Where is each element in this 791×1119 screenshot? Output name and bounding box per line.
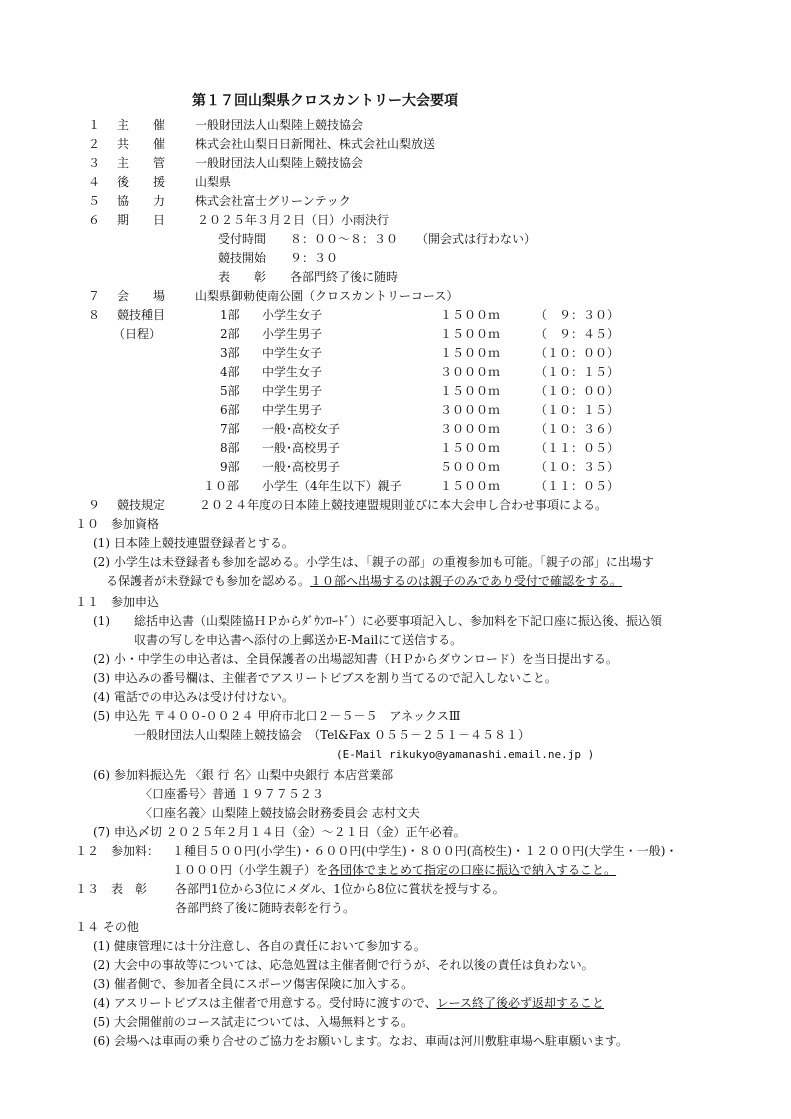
section-9-num: ９ bbox=[88, 498, 101, 512]
event-distance: １５００ｍ bbox=[440, 384, 501, 398]
event-division: 6部 bbox=[220, 403, 240, 417]
s14-item-2: (2) 大会中の事故等については、応急処置は主催者側で行うが、それ以後の責任は負わない。 bbox=[93, 958, 594, 972]
s11-item-3: (3) 申込みの番号欄は、主催者でアスリートビブスを割り当てるので記入しないこと。 bbox=[93, 671, 557, 685]
event-category: 中学生女子 bbox=[262, 365, 323, 379]
section-5-label: 協 力 bbox=[117, 194, 166, 208]
section-1-label: 主 催 bbox=[117, 118, 166, 132]
event-category: 中学生女子 bbox=[262, 346, 323, 360]
award-time: 表 彰 各部門終了後に随時 bbox=[218, 270, 399, 284]
event-category: 一般･高校男子 bbox=[262, 441, 341, 455]
s11-item-7: (7) 申込〆切 ２０２５年２月１４日（金）～２１日（金）正午必着。 bbox=[93, 825, 466, 839]
event-division: 5部 bbox=[220, 384, 240, 398]
s11-item-2: (2) 小・中学生の申込者は、全員保護者の出場認知書（ＨＰからダウンロード）を当日提出する。 bbox=[93, 652, 618, 666]
section-4-label: 後 援 bbox=[117, 175, 166, 189]
section-14-heading: １４ その他 bbox=[75, 920, 139, 934]
section-12-heading: １２ 参加料： bbox=[75, 844, 160, 858]
section-7-label: 会 場 bbox=[117, 289, 166, 303]
section-4-num: ４ bbox=[88, 175, 101, 189]
s11-item-4: (4) 電話での申込みは受け付けない。 bbox=[93, 690, 294, 704]
section-3-label: 主 管 bbox=[117, 156, 166, 170]
section-9-label: 競技規定 bbox=[117, 498, 166, 512]
event-category: 一般･高校女子 bbox=[262, 422, 341, 436]
event-time: （１０：３５） bbox=[535, 460, 620, 474]
event-category: 小学生男子 bbox=[262, 327, 323, 341]
event-time: （１０：３６） bbox=[535, 422, 620, 436]
s12-fees: １種目５００円(小学生)・６００円(中学生)・８００円(高校生)・１２００円(大学生・一般)・ bbox=[172, 844, 678, 858]
section-8-num: ８ bbox=[88, 308, 101, 322]
event-category: 小学生（4年生以下）親子 bbox=[262, 479, 402, 493]
event-distance: ３０００ｍ bbox=[440, 403, 501, 417]
section-3-text: 一般財団法人山梨陸上競技協会 bbox=[195, 156, 364, 170]
section-10-heading: １０ 参加資格 bbox=[75, 517, 160, 531]
s11-item-1a: (1) 総括申込書（山梨陸協ＨＰからﾀﾞｳﾝﾛｰﾄﾞ）に必要事項記入し、参加料を下記口座に振込後、振込領 bbox=[93, 614, 663, 628]
event-distance: １５００ｍ bbox=[440, 327, 501, 341]
s14-item-6: (6) 会場へは車両の乗り合せのご協力をお願いします。なお、車両は河川敷駐車場へ駐車願います。 bbox=[93, 1034, 628, 1048]
event-category: 中学生男子 bbox=[262, 403, 323, 417]
section-7-num: ７ bbox=[88, 289, 101, 303]
section-4-text: 山梨県 bbox=[195, 175, 232, 189]
s12-fees-b: １０００円（小学生親子）を各団体でまとめて指定の口座に振込で納入すること。 bbox=[172, 863, 617, 877]
s14-return-note: レース終了後必ず返却すること bbox=[436, 996, 605, 1010]
section-2-text: 株式会社山梨日日新聞社、株式会社山梨放送 bbox=[195, 137, 436, 151]
s14-item-5: (5) 大会開催前のコース試走については、入場無料とする。 bbox=[93, 1015, 413, 1029]
section-6-label: 期 日 bbox=[117, 213, 166, 227]
section-3-num: ３ bbox=[88, 156, 101, 170]
s10-item-1: (1) 日本陸上競技連盟登録者とする。 bbox=[93, 536, 294, 550]
event-time: （１０：００） bbox=[535, 384, 620, 398]
start-time: 競技開始 ９：３０ bbox=[218, 251, 339, 265]
event-category: 一般･高校男子 bbox=[262, 460, 341, 474]
s11-item-5a: (5) 申込先 〒４００-００２４ 甲府市北口２－５－５ アネックスⅢ bbox=[93, 709, 461, 723]
section-8-label: 競技種目 bbox=[117, 308, 166, 322]
section-11-heading: １１ 参加申込 bbox=[75, 595, 160, 609]
s14-item-3: (3) 催者側で、参加者全員にスポーツ傷害保険に加入する。 bbox=[93, 977, 414, 991]
event-category: 中学生男子 bbox=[262, 384, 323, 398]
event-division: 4部 bbox=[220, 365, 240, 379]
event-division: 7部 bbox=[220, 422, 240, 436]
s11-item-5b: 一般財団法人山梨陸上競技協会 （Tel&Fax ０５５－２５１－４５８１） bbox=[134, 728, 530, 742]
section-5-num: ５ bbox=[88, 194, 101, 208]
s11-item-1b: 収書の写しを申込書へ添付の上郵送かE-Mailにて送信する。 bbox=[134, 633, 463, 647]
event-distance: ３０００ｍ bbox=[440, 422, 501, 436]
section-6-text: ２０２５年３月２日（日）小雨決行 bbox=[197, 213, 390, 227]
event-division: 9部 bbox=[220, 460, 240, 474]
s14-item-1: (1) 健康管理には十分注意し、各自の責任において参加する。 bbox=[93, 939, 426, 953]
event-time: （１０：１５） bbox=[535, 365, 620, 379]
s10-item-2b: る保護者が未登録でも参加を認める。１０部へ出場するのは親子のみであり受付で確認をする。 bbox=[106, 574, 623, 588]
s13-text-b: 各部門終了後に随時表彰を行う。 bbox=[175, 901, 356, 915]
event-division: 8部 bbox=[220, 441, 240, 455]
section-1-text: 一般財団法人山梨陸上競技協会 bbox=[195, 118, 364, 132]
event-distance: １５００ｍ bbox=[440, 479, 501, 493]
event-division: 1部 bbox=[220, 308, 240, 322]
event-division: 2部 bbox=[220, 327, 240, 341]
event-time: （ ９：３０） bbox=[535, 308, 620, 322]
section-7-text: 山梨県御勅使南公園（クロスカントリーコース） bbox=[195, 289, 459, 303]
page-title: 第１７回山梨県クロスカントリー大会要項 bbox=[192, 93, 458, 109]
event-time: （１１：０５） bbox=[535, 479, 620, 493]
s10-item-2c: １０部へ出場するのは親子のみであり受付で確認をする。 bbox=[310, 574, 623, 588]
event-distance: １５００ｍ bbox=[440, 346, 501, 360]
event-time: （１０：１５） bbox=[535, 403, 620, 417]
section-2-label: 共 催 bbox=[117, 137, 166, 151]
s14-item-4: (4) アスリートビブスは主催者で用意する。受付時に渡すので、レース終了後必ず返却すること bbox=[93, 996, 605, 1010]
event-distance: ３０００ｍ bbox=[440, 365, 501, 379]
s12-payment-note: 各団体でまとめて指定の口座に振込で納入すること。 bbox=[328, 863, 617, 877]
event-distance: １５００ｍ bbox=[440, 308, 501, 322]
event-distance: ５０００ｍ bbox=[440, 460, 501, 474]
reception-time: 受付時間 ８：００～８：３０ （開会式は行わない） bbox=[218, 232, 537, 246]
section-5-text: 株式会社富士グリーンテック bbox=[195, 194, 351, 208]
s10-item-2a: (2) 小学生は未登録者も参加を認める。小学生は、「親子の部」の重複参加も可能。「親子の部」に出場す bbox=[93, 555, 654, 569]
event-time: （１１：０５） bbox=[535, 441, 620, 455]
event-division: １０部 bbox=[203, 479, 240, 493]
section-8-sub: （日程） bbox=[113, 327, 162, 341]
section-6-num: ６ bbox=[88, 213, 101, 227]
section-1-num: １ bbox=[88, 118, 101, 132]
event-time: （１０：００） bbox=[535, 346, 620, 360]
s11-item-6a: (6) 参加料振込先 〈銀 行 名〉山梨中央銀行 本店営業部 bbox=[93, 768, 394, 782]
s13-text-a: 各部門1位から3位にメダル、1位から8位に賞状を授与する。 bbox=[175, 882, 505, 896]
section-9-text: ２０２４年度の日本陸上競技連盟規則並びに本大会申し合わせ事項による。 bbox=[199, 498, 608, 512]
section-13-heading: １３ 表 彰 bbox=[75, 882, 148, 896]
event-time: （ ９：４５） bbox=[535, 327, 620, 341]
event-distance: １５００ｍ bbox=[440, 441, 501, 455]
s11-item-6c: 〈口座名義〉山梨陸上競技協会財務委員会 志村文夫 bbox=[140, 806, 420, 820]
event-division: 3部 bbox=[220, 346, 240, 360]
section-2-num: ２ bbox=[88, 137, 101, 151]
event-category: 小学生女子 bbox=[262, 308, 323, 322]
s11-email: (E-Mail rikukyo@yamanashi.email.ne.jp ) bbox=[336, 748, 595, 761]
s11-item-6b: 〈口座番号〉普通 １９７７５２３ bbox=[140, 787, 324, 801]
